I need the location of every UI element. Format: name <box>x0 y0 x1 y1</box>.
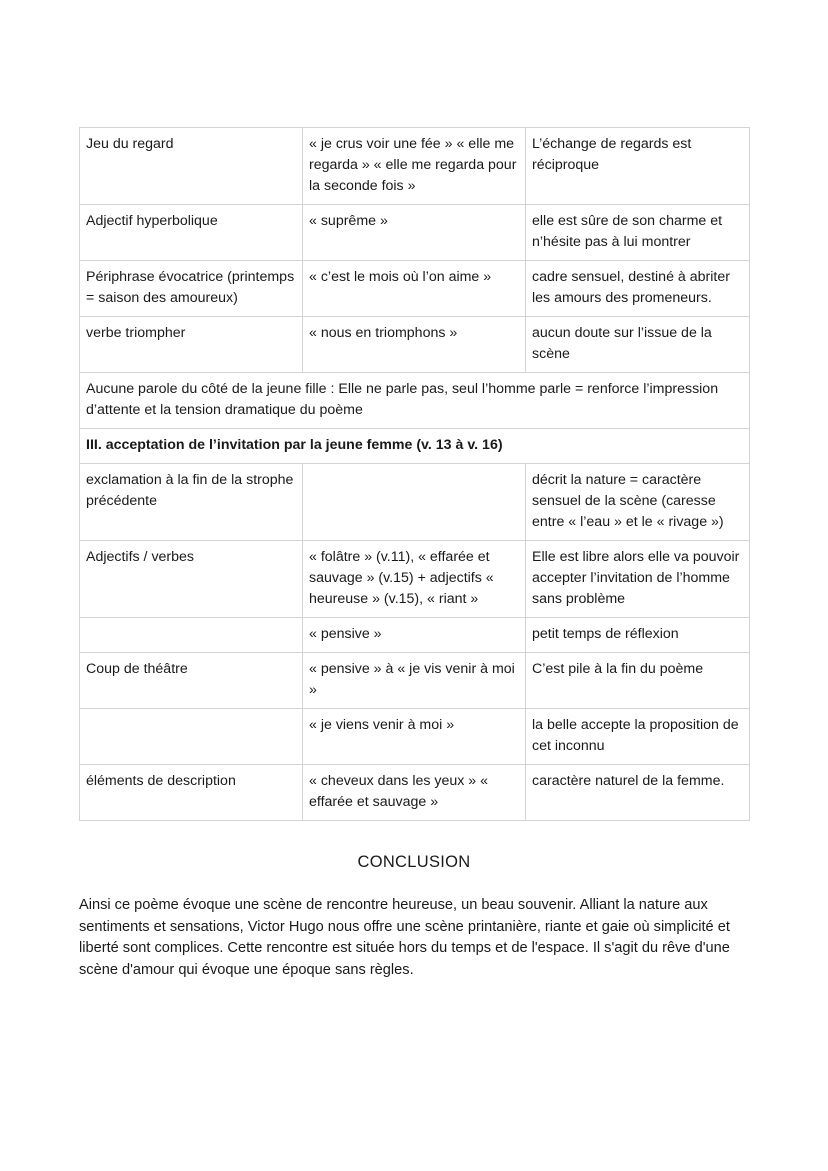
table-cell-quote <box>303 464 526 541</box>
table-note: Aucune parole du côté de la jeune fille : Elle ne parle pas, seul l’homme parle = renforce l’impression d’attente et la tension dramatique du poème <box>80 373 750 429</box>
table-cell-element <box>80 618 303 653</box>
table-cell-element <box>80 709 303 765</box>
table-cell-quote: « c’est le mois où l’on aime » <box>303 261 526 317</box>
table-row <box>80 765 750 821</box>
table-cell-interpretation: Elle est libre alors elle va pouvoir accepter l’invitation de l’homme sans problème <box>526 541 750 618</box>
table-cell-element: Coup de théâtre <box>80 653 303 709</box>
table-cell-interpretation: L’échange de regards est réciproque <box>526 128 750 205</box>
table-row <box>80 464 750 541</box>
table-row <box>80 373 750 429</box>
table-row <box>80 709 750 765</box>
table-cell-element: exclamation à la fin de la strophe précédente <box>80 464 303 541</box>
table-cell-interpretation: la belle accepte la proposition de cet inconnu <box>526 709 750 765</box>
table-row <box>80 618 750 653</box>
table-cell-quote: « je viens venir à moi » <box>303 709 526 765</box>
table-cell-interpretation: aucun doute sur l’issue de la scène <box>526 317 750 373</box>
table-cell-quote: « cheveux dans les yeux » « effarée et sauvage » <box>303 765 526 821</box>
conclusion-title: CONCLUSION <box>357 853 471 871</box>
table-cell-element: éléments de description <box>80 765 303 821</box>
table-cell-element: Adjectif hyperbolique <box>80 205 303 261</box>
table-cell-interpretation: petit temps de réflexion <box>526 618 750 653</box>
table-row <box>80 261 750 317</box>
table-cell-quote: « suprême » <box>303 205 526 261</box>
table-cell-element: Périphrase évocatrice (printemps = saison des amoureux) <box>80 261 303 317</box>
table-cell-element: Jeu du regard <box>80 128 303 205</box>
table-row <box>80 317 750 373</box>
table-cell-quote: « je crus voir une fée » « elle me regarda » « elle me regarda pour la seconde fois » <box>303 128 526 205</box>
table-row <box>80 653 750 709</box>
table-cell-quote: « nous en triomphons » <box>303 317 526 373</box>
table-cell-interpretation: cadre sensuel, destiné à abriter les amours des promeneurs. <box>526 261 750 317</box>
table-cell-interpretation: caractère naturel de la femme. <box>526 765 750 821</box>
table-cell-quote: « folâtre » (v.11), « effarée et sauvage » (v.15) + adjectifs « heureuse » (v.15), « riant » <box>303 541 526 618</box>
table-cell-interpretation: décrit la nature = caractère sensuel de la scène (caresse entre « l’eau » et le « rivage ») <box>526 464 750 541</box>
table-cell-quote: « pensive » à « je vis venir à moi » <box>303 653 526 709</box>
section-heading: III. acceptation de l’invitation par la jeune femme (v. 13 à v. 16) <box>80 429 750 464</box>
table-cell-interpretation: C’est pile à la fin du poème <box>526 653 750 709</box>
table-row <box>80 205 750 261</box>
table-row <box>80 429 750 464</box>
table-row <box>80 541 750 618</box>
table-cell-element: verbe triompher <box>80 317 303 373</box>
table-cell-interpretation: elle est sûre de son charme et n’hésite pas à lui montrer <box>526 205 750 261</box>
table-cell-element: Adjectifs / verbes <box>80 541 303 618</box>
table-cell-quote: « pensive » <box>303 618 526 653</box>
analysis-table <box>79 127 750 821</box>
table-row <box>80 128 750 205</box>
conclusion-text: Ainsi ce poème évoque une scène de rencontre heureuse, un beau souvenir. Alliant la nature aux sentiments et sensations, Victor Hugo nous offre une scène printanière, riante et gaie où simplicité et liberté sont complices. Cette rencontre est située hors du temps et de l'espace. Il s'agit du rêve d'une scène d'amour qui évoque une époque sans règles. <box>79 897 730 978</box>
